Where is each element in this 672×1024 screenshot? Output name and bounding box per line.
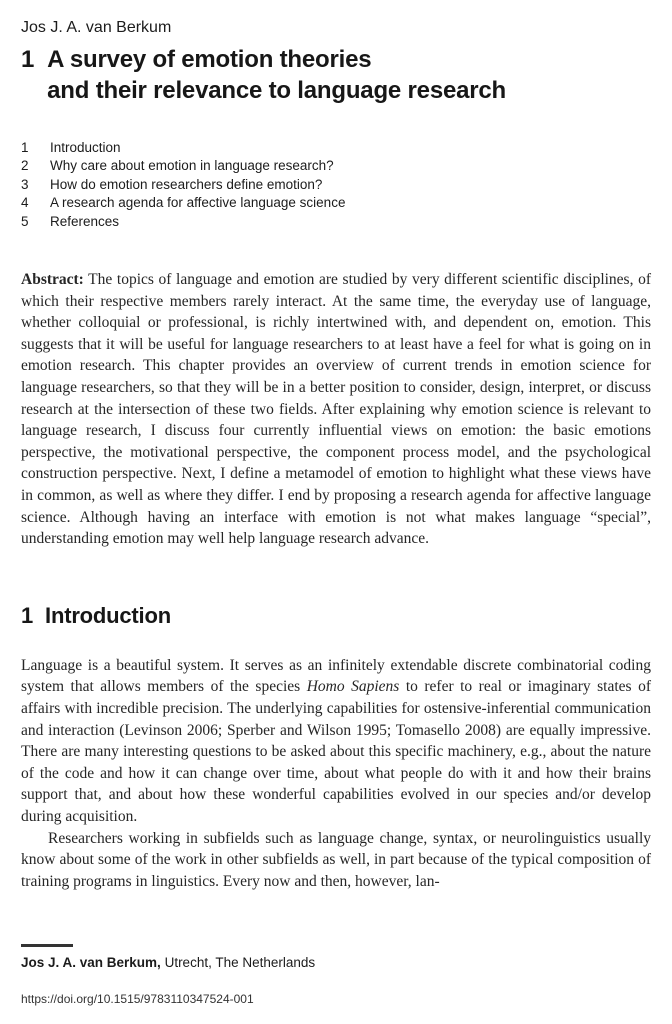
section-number: 1 — [21, 602, 34, 628]
toc-item-label: How do emotion researchers define emotion? — [50, 176, 323, 192]
toc-item-label: References — [50, 213, 120, 229]
toc-item-introduction — [21, 139, 651, 157]
toc-item-define-emotion — [21, 176, 651, 194]
toc-item-research-agenda — [21, 194, 651, 212]
toc-item-number: 1 — [21, 140, 29, 155]
chapter-title — [21, 44, 651, 106]
chapter-title-text — [47, 44, 506, 106]
doi-link[interactable]: https://doi.org/10.1515/9783110347524-001 — [21, 991, 254, 1006]
section-heading-introduction — [21, 602, 651, 630]
mini-toc — [21, 139, 651, 231]
affiliation-author-name: Jos J. A. van Berkum, — [21, 954, 161, 970]
page-footer — [21, 944, 651, 1007]
author-line: Jos J. A. van Berkum — [21, 19, 172, 36]
affiliation-line — [21, 954, 651, 971]
chapter-number: 1 — [21, 46, 35, 73]
toc-item-number: 2 — [21, 158, 29, 174]
toc-item-label: Why care about emotion in language research? — [50, 158, 334, 174]
section-title: Introduction — [45, 602, 171, 628]
abstract-paragraph: Abstract: The topics of language and emotion are studied by very different scientific disciplines, of which their respective members rarely interact. At the same time, the everyday use of language, whether colloquial or professional, is richly intertwined with, and dependent on, emotion. This suggests that it will be useful for language researchers to at least have a feel for what is going on in emotion research. This chapter provides an overview of current trends in emotion science for language researchers, so that they will be in a better position to consider, design, interpret, or discuss research at the intersection of these two fields. After explaining why emotion science is relevant to language research, I discuss four currently influential views on emotion: the basic emotions perspective, the motivational perspective, the component process model, and the psychological construction perspective. Next, I define a metamodel of emotion to highlight what these views have in common, as well as where they differ. I end by proposing a research agenda for affective language science. Although having an interface with emotion is not what makes language “special”, understanding emotion may well help language research advance. — [21, 271, 651, 548]
toc-item-references — [21, 213, 651, 231]
intro-paragraph-1: Language is a beautiful system. It serves as an infinitely extendable discrete combinatorial coding system that allows members of the species Homo Sapiens to refer to real or imaginary states of affairs with incredible precision. The underlying capabilities for ostensive-inferential communication and interaction (Levinson 2006; Sperber and Wilson 1995; Tomasello 2008) are equally impressive. There are many interesting questions to be asked about this specific machinery, e.g., about the nature of the code and how it can change over time, about what people do with it and how their brains support that, and about how these wonderful capabilities evolved in our species and/or develop during acquisition. — [21, 656, 651, 825]
chapter-title-line2: and their relevance to language research — [47, 77, 507, 104]
footnote-rule — [21, 944, 73, 947]
chapter-title-line1: A survey of emotion theories — [47, 46, 372, 73]
intro-paragraph-2: Researchers working in subfields such as language change, syntax, or neurolinguistics usually know about some of the work in other subfields as well, in part because of the typical composition of training programs in linguistics. Every now and then, however, lan- — [21, 829, 651, 890]
toc-item-why-care — [21, 157, 651, 175]
toc-item-number: 4 — [21, 195, 29, 211]
affiliation-text: Utrecht, The Netherlands — [160, 954, 316, 970]
toc-item-label: Introduction — [50, 140, 121, 155]
toc-item-number: 3 — [21, 176, 29, 192]
toc-item-label: A research agenda for affective language science — [50, 195, 346, 211]
toc-item-number: 5 — [21, 213, 29, 229]
